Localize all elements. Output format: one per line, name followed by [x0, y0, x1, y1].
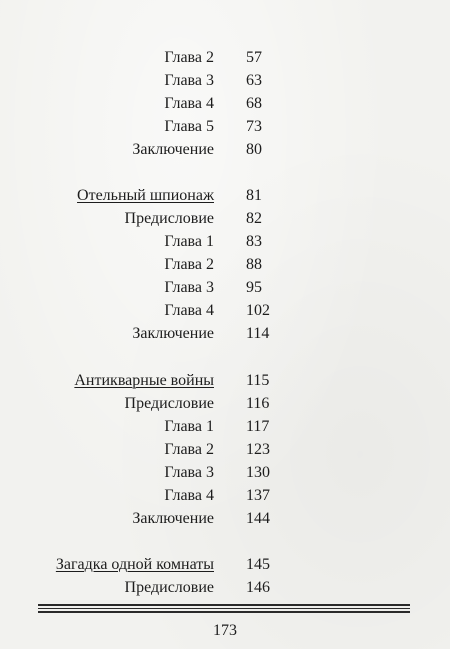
toc-entry-title: Глава 4 [164, 302, 214, 319]
toc-section-entry [0, 554, 450, 576]
toc-entry-page: 68 [246, 95, 262, 112]
toc-section-title: Отельный шпионаж [77, 187, 214, 204]
toc-entry [0, 393, 450, 415]
toc-entry [0, 139, 450, 161]
toc-entry [0, 208, 450, 230]
toc-entry-page: 57 [246, 49, 262, 66]
toc-section-entry [0, 185, 450, 207]
toc-entry [0, 508, 450, 530]
toc-entry-page: 117 [246, 418, 270, 435]
toc-entry-title: Глава 3 [164, 464, 214, 481]
toc-entry [0, 416, 450, 438]
toc-entry-title: Заключение [132, 510, 214, 527]
toc-entry [0, 439, 450, 461]
toc-entry [0, 577, 450, 599]
toc-entry-title: Глава 2 [164, 256, 214, 273]
toc-section-page: 115 [246, 372, 270, 389]
toc-entry-title: Глава 4 [164, 95, 214, 112]
toc-entry [0, 47, 450, 69]
page-number: 173 [213, 622, 237, 639]
toc-entry-page: 137 [246, 487, 270, 504]
toc-entry-title: Глава 1 [164, 418, 214, 435]
toc-entry-title: Заключение [132, 141, 214, 158]
toc-entry-page: 130 [246, 464, 270, 481]
toc-entry-page: 123 [246, 441, 270, 458]
toc-entry-title: Глава 4 [164, 487, 214, 504]
toc-section-page: 81 [246, 187, 262, 204]
toc-entry-page: 73 [246, 118, 262, 135]
toc-entry-title: Глава 3 [164, 279, 214, 296]
toc-section-title: Загадка одной комнаты [55, 556, 214, 573]
toc-entry [0, 254, 450, 276]
toc-entry [0, 231, 450, 253]
toc-section-title: Антикварные войны [74, 372, 214, 389]
toc-entry [0, 323, 450, 345]
toc-entry-page: 88 [246, 256, 262, 273]
toc-entry-title: Предисловие [124, 579, 214, 596]
toc-entry-page: 114 [246, 325, 270, 342]
toc-entry-page: 144 [246, 510, 270, 527]
toc-entry-title: Глава 1 [164, 233, 214, 250]
toc-entry [0, 277, 450, 299]
toc-entry-title: Предисловие [124, 210, 214, 227]
footer-rule [38, 611, 410, 613]
toc-entry-page: 80 [246, 141, 262, 158]
toc-entry-title: Предисловие [124, 395, 214, 412]
toc-section-page: 145 [246, 556, 270, 573]
toc-entry-title: Глава 3 [164, 72, 214, 89]
toc-entry-title: Глава 2 [164, 441, 214, 458]
toc-entry [0, 300, 450, 322]
toc-entry-page: 146 [246, 579, 270, 596]
toc-entry-title: Глава 5 [164, 118, 214, 135]
toc-entry-title: Глава 2 [164, 49, 214, 66]
toc-entry [0, 485, 450, 507]
toc-entry-page: 95 [246, 279, 262, 296]
toc-entry-page: 83 [246, 233, 262, 250]
toc-entry [0, 462, 450, 484]
toc-entry-page: 116 [246, 395, 270, 412]
toc-entry-page: 63 [246, 72, 262, 89]
footer-rule [38, 608, 410, 609]
toc-entry-page: 82 [246, 210, 262, 227]
footer-rule [38, 604, 410, 606]
toc-section-entry [0, 370, 450, 392]
toc-entry [0, 93, 450, 115]
toc-entry [0, 70, 450, 92]
toc-entry [0, 116, 450, 138]
toc-entry-title: Заключение [132, 325, 214, 342]
toc-entry-page: 102 [246, 302, 270, 319]
